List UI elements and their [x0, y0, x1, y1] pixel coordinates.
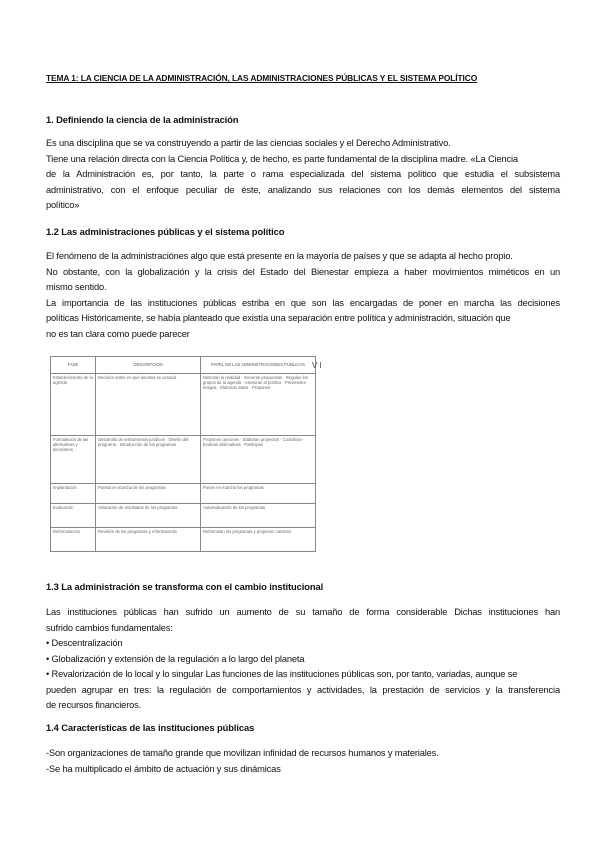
table-row	[51, 504, 316, 528]
table-row	[51, 484, 316, 504]
document-title: TEMA 1: LA CIENCIA DE LA ADMINISTRACIÓN, LAS ADMINISTRACIONES PÚBLICAS Y EL SISTEMA POLÍTICO	[46, 73, 478, 83]
text-line: Tiene una relación directa con la Ciencia Política y, de hecho, es parte fundamental de la disciplina madre. «La Ciencia	[46, 153, 518, 164]
section-2-paragraph	[46, 249, 560, 342]
text-line: No obstante, con la globalización y la crisis del Estado del Bienestar empieza a haber movimientos miméticos en un	[46, 266, 560, 277]
text-line: de recursos financieros.	[46, 700, 142, 710]
table-row	[51, 374, 316, 436]
text-line: mismo sentido.	[46, 282, 107, 292]
table-header: DESCRIPCIÓN	[96, 357, 201, 374]
table-header: PAPEL DE LAS ADMINISTRACIONES PÚBLICAS	[201, 357, 316, 374]
table-cell: Puesta en marcha de los programas	[96, 484, 201, 504]
section-3-heading: 1.3 La administración se transforma con el cambio institucional	[46, 581, 324, 592]
section-2-heading: 1.2 Las administraciones públicas y el sistema político	[46, 226, 285, 237]
policy-phases-table-figure	[50, 356, 322, 566]
table-cell: Revisión de los programas y reformulación	[96, 528, 201, 552]
table-row	[51, 528, 316, 552]
table-cell: Autoevaluación de los programas	[201, 504, 316, 528]
text-line: La importancia de las instituciones públicas estriba en que son las encargadas de poner en marcha las decisiones	[46, 297, 560, 308]
text-line: Es una disciplina que se va construyendo a partir de las ciencias sociales y el Derecho Administrativo.	[46, 138, 451, 148]
list-item: -Son organizaciones de tamaño grande que movilizan infinidad de recursos humanos y materiales.	[46, 748, 439, 758]
text-line: El fenómeno de la administraciónes algo que está presente en la mayoría de países y que se adapta al hecho propio.	[46, 251, 513, 261]
table-cell: Formulación de las alternativas y decisiones	[51, 436, 96, 484]
section-4-paragraph	[46, 746, 560, 777]
text-line: pueden agrupar en tres: la regulación de comportamientos y actividades, la prestación de servicios y la transferencia	[46, 684, 560, 695]
text-line: políticas Históricamente, se había planteado que existía una separación entre política y administración, situación que	[46, 313, 511, 323]
table-cell: Decisión sobre en qué asuntos se actuará	[96, 374, 201, 436]
text-line: Las instituciones públicas han sufrido un aumento de su tamaño de forma considerable Dichas instituciones han	[46, 607, 560, 617]
table-header: FASE	[51, 357, 96, 374]
section-3-paragraph	[46, 605, 560, 714]
table-cell: Reformulan los programas y proponen cambios	[201, 528, 316, 552]
figure-side-text: V I	[312, 361, 322, 370]
table-row	[51, 436, 316, 484]
text-line: administrativo, con el enfoque peculiar de éste, analizando sus relaciones con los demás elementos del sistema	[46, 184, 560, 195]
section-4-heading: 1.4 Características de las instituciones públicas	[46, 722, 255, 733]
table-cell: Valoración de resultados de los programas	[96, 504, 201, 528]
section-1-paragraph	[46, 136, 560, 214]
list-item: • Descentralización	[46, 638, 123, 648]
text-line: sufrido cambios fundamentales:	[46, 622, 173, 633]
text-line: de la Administración es, por tanto, la parte o rama especializada del sistema político que estudia el subsistema	[46, 169, 560, 179]
list-item: -Se ha multiplicado el ámbito de actuación y sus dinámicas	[46, 763, 281, 774]
list-item: • Revalorización de lo local y lo singular Las funciones de las instituciones públicas son, por tanto, variadas, aunque se	[46, 669, 518, 679]
table-cell: Establecimiento de la agenda	[51, 374, 96, 436]
table-cell: Evaluación	[51, 504, 96, 528]
policy-phases-table	[50, 356, 316, 552]
table-cell: Implantación	[51, 484, 96, 504]
text-line: político»	[46, 200, 80, 210]
table-cell: Detectan la realidad · Generan propuestas · Regulan los grupos de la agenda · Asesoran al político · Previenden riesgos · Elaboran datos · Proponen	[201, 374, 316, 436]
table-cell: Proponen opciones · Elaboran proyectos · Coordinan · Evalúan alternativas · Participan	[201, 436, 316, 484]
table-cell: Desarrollo de instrumentos jurídicos · Diseño del programa · Introducción de los programas	[96, 436, 201, 484]
table-cell: Reformulación	[51, 528, 96, 552]
text-line: no es tan clara como puede parecer	[46, 328, 190, 339]
list-item: • Globalización y extensión de la regulación a lo largo del planeta	[46, 653, 305, 664]
section-1-heading: 1. Definiendo la ciencia de la administración	[46, 114, 239, 125]
table-cell: Ponen en marcha los programas	[201, 484, 316, 504]
